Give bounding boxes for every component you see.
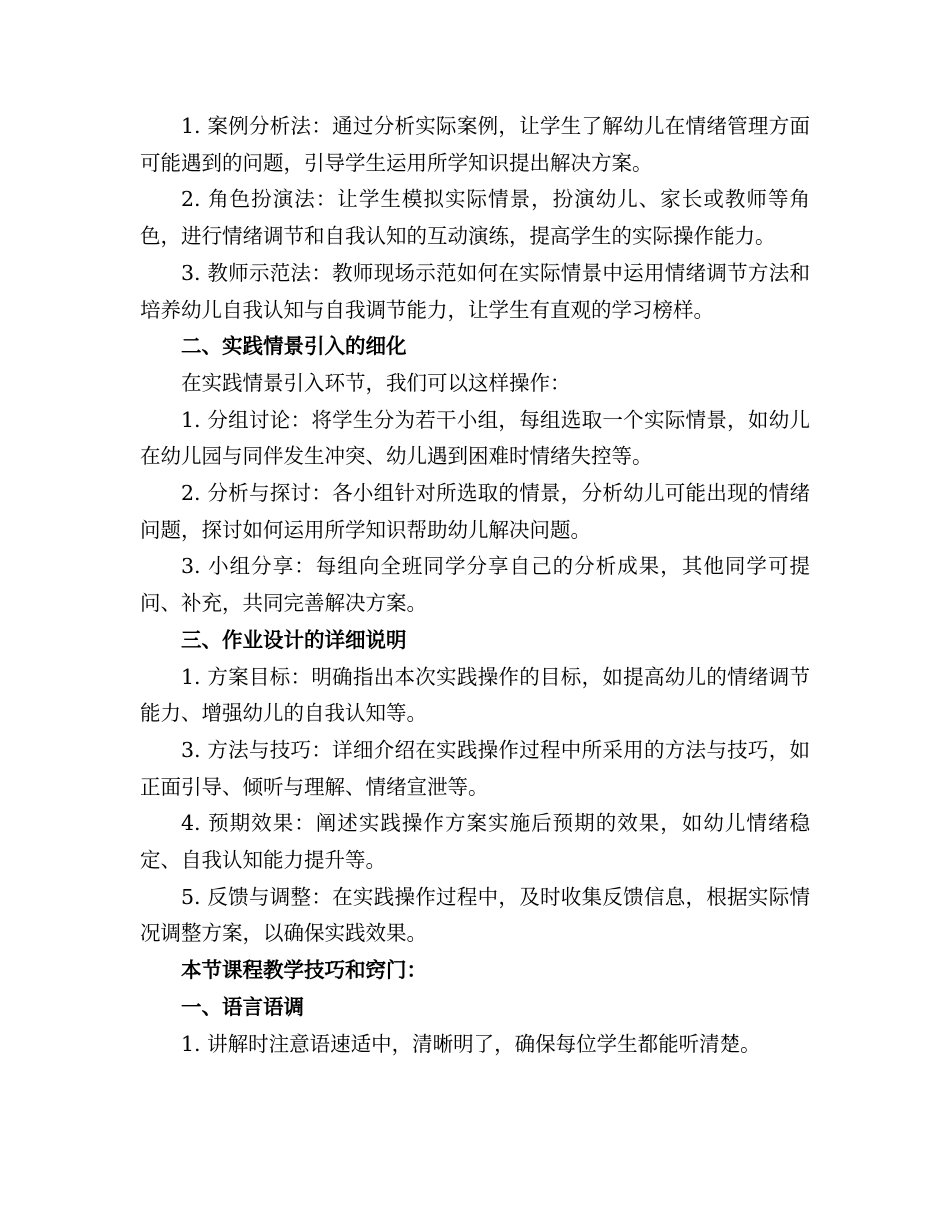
list-item-case-analysis: 1. 案例分析法：通过分析实际案例，让学生了解幼儿在情绪管理方面可能遇到的问题，引导学生运用所学知识提出解决方案。	[140, 114, 810, 175]
body-paragraph-intro: 在实践情景引入环节，我们可以这样操作：	[181, 370, 571, 395]
list-item-teacher-demo: 3. 教师示范法：教师现场示范如何在实际情景中运用情绪调节方法和培养幼儿自我认知与自我调节能力，让学生有直观的学习榜样。	[140, 260, 810, 322]
section-heading-teaching-tips: 本节课程教学技巧和窍门：	[181, 958, 427, 983]
list-item-group-share: 3. 小组分享：每组向全班同学分享自己的分析成果，其他同学可提问、补充，共同完善解决方案。	[140, 554, 810, 616]
section-heading-practice-scenario: 二、实践情景引入的细化	[181, 334, 407, 359]
list-item-expected-effect: 4. 预期效果：阐述实践操作方案实施后预期的效果，如幼儿情绪稳定、自我认知能力提升等。	[140, 811, 810, 873]
section-heading-homework-design: 三、作业设计的详细说明	[181, 627, 407, 652]
list-item-group-discussion: 1. 分组讨论：将学生分为若干小组，每组选取一个实际情景，如幼儿在幼儿园与同伴发生冲突、幼儿遇到困难时情绪失控等。	[140, 407, 810, 469]
list-item-methods: 3. 方法与技巧：详细介绍在实践操作过程中所采用的方法与技巧，如正面引导、倾听与理解、情绪宣泄等。	[140, 737, 810, 799]
list-item-speech-rate: 1. 讲解时注意语速适中，清晰明了，确保每位学生都能听清楚。	[181, 1031, 761, 1056]
list-item-feedback: 5. 反馈与调整：在实践操作过程中，及时收集反馈信息，根据实际情况调整方案，以确保实践效果。	[140, 884, 810, 946]
list-item-goal: 1. 方案目标：明确指出本次实践操作的目标，如提高幼儿的情绪调节能力、增强幼儿的自我认知等。	[140, 664, 810, 726]
list-item-role-play: 2. 角色扮演法：让学生模拟实际情景，扮演幼儿、家长或教师等角色，进行情绪调节和自我认知的互动演练，提高学生的实际操作能力。	[140, 187, 810, 249]
section-heading-language-tone: 一、语言语调	[181, 994, 304, 1019]
document-body	[140, 108, 810, 1062]
list-item-analysis: 2. 分析与探讨：各小组针对所选取的情景，分析幼儿可能出现的情绪问题，探讨如何运用所学知识帮助幼儿解决问题。	[140, 481, 810, 542]
